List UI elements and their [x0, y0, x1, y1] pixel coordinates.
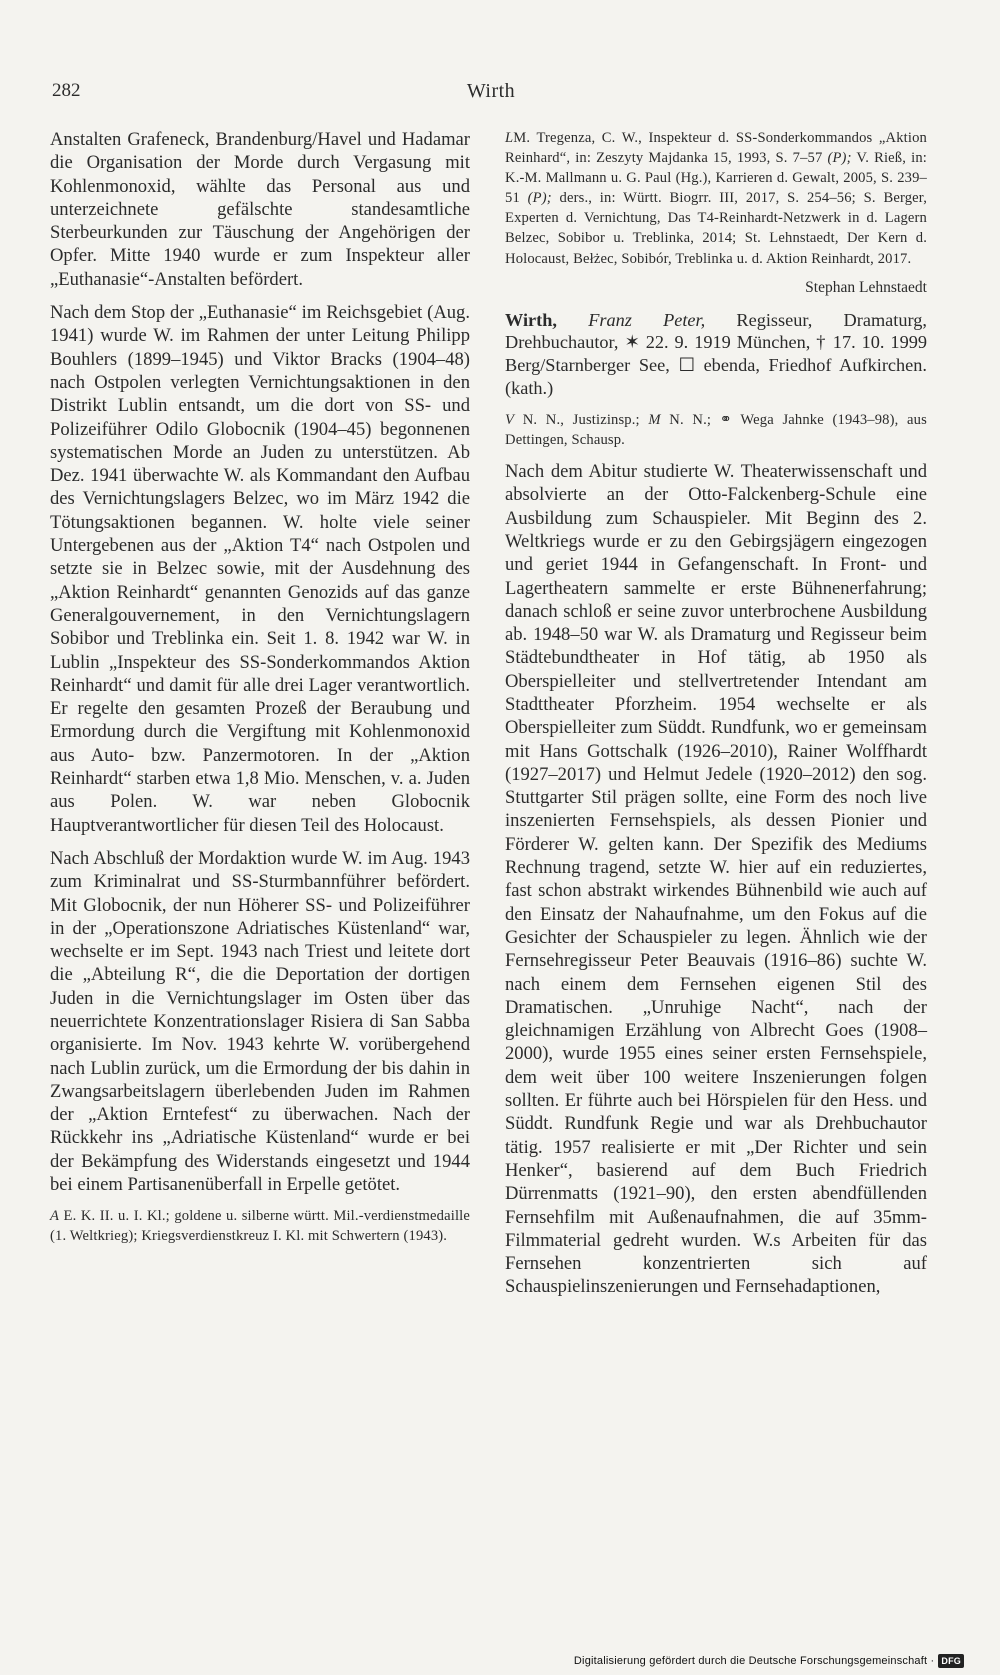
right-column: [505, 128, 927, 1309]
literature-part-a: M. Tregenza, C. W., Inspekteur d. SS-Sonderkommandos „Aktion Reinhard“, in: Zeszyty Majdanka 15, 1993, S. 7–57: [505, 130, 927, 167]
awards-note: [50, 1206, 470, 1246]
left-paragraph-1: Anstalten Grafeneck, Brandenburg/Havel und Hadamar die Organisation der Morde durch Vergasung mit Kohlenmonoxid, wählte das Personal aus und unterzeichnete gefälschte standesamtliche Sterbeurkunden zur Täuschung der Angehörigen der Opfer. Mitte 1940 wurde er zum Inspekteur aller „Euthanasie“-Anstalten befördert.: [50, 129, 470, 290]
awards-label: A: [50, 1208, 60, 1225]
page-header: [52, 80, 930, 110]
left-column: [50, 128, 470, 1257]
left-paragraph-2: Nach dem Stop der „Euthanasie“ im Reichsgebiet (Aug. 1941) wurde W. im Rahmen der unter Leitung Philipp Bouhlers (1899–1945) und Viktor Bracks (1904–48) nach Ostpolen verlegten Vernichtungsaktionen in den Distrikt Lublin entsandt, um die dort von SS- und Polizeiführer Odilo Globocnik (1904–45) begonnenen systematischen Morde an Juden zu unterstützen. Ab Dez. 1941 überwachte W. als Kommandant den Aufbau des Vernichtungslagers Belzec, wo im März 1942 die Tötungsaktionen begannen. W. holte viele seiner Untergebenen aus der „Aktion T4“ nach Ostpolen und setzte sie in Belzec sowie, mit der Ausdehnung des „Aktion Reinhardt“ genannten Genozids auf das ganze Generalgouvernement, in den Vernichtungslagern Sobibor und Treblinka ein. Seit 1. 8. 1942 war W. in Lublin „Inspekteur des SS-Sonderkommandos Aktion Reinhardt“ und damit für alle drei Lager verantwortlich. Er regelte den gesamten Prozeß der Beraubung und Ermordung durch die Vergiftung mit Kohlenmonoxid aus Auto- bzw. Panzermotoren. In der „Aktion Reinhardt“ starben etwa 1,8 Mio. Menschen, v. a. Juden aus Polen. W. war neben Globocnik Hauptverantwortlicher für diesen Teil des Holocaust.: [50, 302, 470, 836]
literature-part-c: ders., in: Württ. Biogrr. III, 2017, S. 254–56; S. Berger, Experten d. Vernichtung, Das T4-Reinhardt-Netzwerk in d. Lagern Belzec, Sobibor u. Treblinka, 2014; St. Lehnstaedt, Der Kern d. Holocaust, Bełżec, Sobibór, Treblinka u. d. Aktion Reinhardt, 2017.: [505, 190, 927, 267]
entry-details: Regisseur, Dramaturg, Drehbuchautor, ✶ 22. 9. 1919 München, † 17. 10. 1999 Berg/Starnberger See, ☐ ebenda, Friedhof Aufkirchen. (kath.): [505, 309, 927, 399]
dfg-logo: DFG: [938, 1654, 964, 1668]
footer-text: Digitalisierung gefördert durch die Deutsche Forschungsgemeinschaft ·: [573, 1655, 935, 1667]
portrait-mark-1: (P);: [827, 150, 852, 167]
father-label: V: [505, 411, 515, 428]
literature-note: [505, 128, 927, 269]
left-paragraph-3: Nach Abschluß der Mordaktion wurde W. im Aug. 1943 zum Kriminalrat und SS-Sturmbannführer befördert. Mit Globocnik, der nun Höherer SS- und Polizeiführer in der „Operationszone Adriatisches Küstenland“ war, wechselte er im Sept. 1943 nach Triest und leitete dort die „Abteilung R“, die die Deportation der dortigen Juden in die Vernichtungslager im Osten über das neuerrichtete Konzentrationslager Risiera di San Sabba organisierte. Im Nov. 1943 kehrte W. vorübergehend nach Lublin zurück, um die Ermordung der bis dahin in Zwangsarbeitslagern überlebenden Juden im Rahmen der „Aktion Erntefest“ zu überwachen. Nach der Rückkehr ins „Adriatische Küstenland“ wurde er bei der Bekämpfung des Widerstands eingesetzt und 1944 bei einem Partisanenüberfall in Erpelle getötet.: [50, 847, 470, 1196]
mother-label: M: [648, 411, 661, 428]
portrait-mark-2: (P);: [527, 190, 552, 207]
entry-surname: Wirth,: [505, 309, 557, 330]
author-signature: Stephan Lehnstaedt: [805, 278, 927, 296]
literature-part-b: V. Rieß, in: K.-M. Mallmann u. G. Paul (Hg.), Karrieren d. Gewalt, 2005, S. 239–51: [505, 150, 927, 207]
page-number: 282: [52, 80, 81, 101]
right-paragraph-1: Nach dem Abitur studierte W. Theaterwissenschaft und absolvierte an der Otto-Falckenberg-Schule eine Ausbildung zum Schauspieler. Mit Beginn des 2. Weltkriegs wurde er zu den Gebirgsjägern eingezogen und geriet 1944 in Gefangenschaft. In Front- und Lagertheatern sammelte er erste Bühnenerfahrung; danach schloß er seine zuvor unterbrochene Ausbildung ab. 1948–50 war W. als Dramaturg und Regisseur beim Städtebundtheater in Hof tätig, ab 1950 als Oberspielleiter und stellvertretender Intendant am Stadttheater Pforzheim. 1954 wechselte er als Oberspielleiter zum Süddt. Rundfunk, wo er gemeinsam mit Hans Gottschalk (1926–2010), Rainer Wolffhardt (1927–2017) und Helmut Jedele (1920–2012) den sog. Stuttgarter Stil prägen sollte, eine Form des noch live inszenierten Fernsehspiels, als dessen Pionier und Förderer W. gelten kann. Der Spezifik des Mediums Rechnung tragend, setzte W. hier auf ein reduziertes, fast schon abstrakt wirkendes Bühnenbild wie auch auf den Einsatz der Nahaufnahme, um den Fokus auf die Gesichter der Schauspieler zu legen. Ähnlich wie der Fernsehregisseur Peter Beauvais (1916–86) suchte W. nach einem dem Fernsehen eigenen Stil des Dramatischen. „Unruhige Nacht“, nach der gleichnamigen Erzählung von Albrecht Goes (1908–2000), wurde 1955 eines seiner ersten Fernsehspiele, dem weit über 100 weitere Inszenierungen folgen sollten. Er führte auch bei Hörspielen für den Hess. und Süddt. Rundfunk Regie und war als Drehbuchautor tätig. 1957 realisierte er mit „Der Richter und sein Henker“, basierend auf dem Buch Friedrich Dürrenmatts (1921–90), den ersten abendfüllenden Fernsehfilm mit Außenaufnahmen, die auf 35mm-Filmmaterial gedreht wurden. W.s Arbeiten für das Fernsehen konzentrierten sich auf Schauspielinszenierungen und Fernsehadaptionen,: [505, 461, 927, 1298]
father-text: N. N., Justizinsp.;: [522, 411, 640, 428]
family-note: [505, 410, 927, 450]
literature-label: L: [505, 130, 514, 146]
mother-text: N. N.; ⚭ Wega Jahnke (1943–98), aus Dettingen, Schausp.: [505, 411, 927, 448]
entry-heading: [505, 309, 927, 400]
entry-given-names: Franz Peter,: [588, 309, 706, 330]
running-head: Wirth: [466, 80, 516, 102]
digitization-footer: [574, 1654, 964, 1668]
awards-text: E. K. II. u. I. Kl.; goldene u. silberne württ. Mil.-verdienstmedaille (1. Weltkrieg); Kriegsverdienstkreuz I. Kl. mit Schwertern (1943).: [50, 1208, 470, 1245]
